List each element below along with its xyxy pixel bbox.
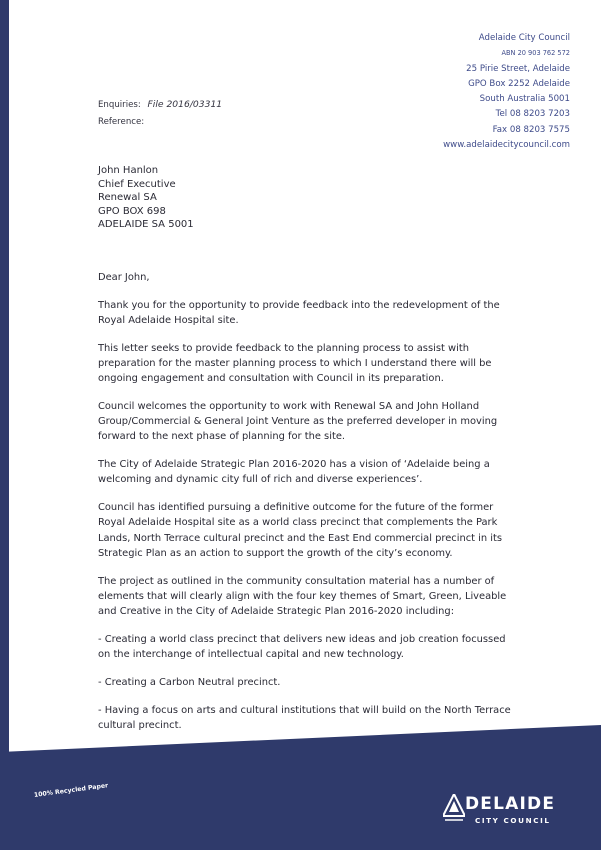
paragraph-line: forward to the next phase of planning for the site.: [98, 431, 346, 443]
logo-wordmark: DELAIDE: [465, 794, 556, 814]
letter-paragraph: [98, 632, 528, 662]
paragraph-line: - Having a focus on arts and cultural institutions that will build on the North Terrace: [98, 704, 511, 716]
street-address: 25 Pirie Street, Adelaide: [466, 63, 570, 74]
paragraph-line: Royal Adelaide Hospital site.: [98, 315, 239, 326]
recipient-box: GPO BOX 698: [98, 205, 166, 217]
state-postcode: South Australia 5001: [479, 94, 570, 105]
letter-paragraph: [98, 457, 528, 487]
enquiries-value: File 2016/03311: [147, 99, 223, 110]
paragraph-line: The project as outlined in the community consultation material has a number of: [98, 575, 495, 587]
salutation: Dear John,: [98, 272, 150, 283]
paragraph-line: - Creating a world class precinct that delivers new ideas and job creation focussed: [98, 633, 506, 645]
letterhead: [330, 31, 570, 153]
po-box: GPO Box 2252 Adelaide: [468, 78, 570, 89]
paragraph-line: This letter seeks to provide feedback to the planning process to assist with: [98, 342, 469, 354]
reference-block: [98, 96, 222, 131]
paragraph-line: - Creating a Carbon Neutral precinct.: [98, 676, 281, 688]
paragraph-line: Thank you for the opportunity to provide feedback into the redevelopment of the: [98, 299, 500, 311]
letter-paragraph: [98, 399, 528, 445]
abn-number: ABN 20 903 762 572: [501, 49, 570, 58]
paragraph-line: Council has identified pursuing a definitive outcome for the future of the former: [98, 502, 494, 514]
letter-paragraph: [98, 703, 528, 733]
council-name: Adelaide City Council: [478, 33, 570, 43]
adelaide-city-council-logo: [441, 790, 571, 832]
fax: Fax 08 8203 7575: [492, 124, 570, 135]
paragraph-line: Lands, North Terrace cultural precinct and the East End commercial precinct in its: [98, 532, 503, 544]
recycled-paper-note: 100% Recycled Paper: [33, 782, 109, 799]
paragraph-line: ongoing engagement and consultation with Council in its preparation.: [98, 373, 444, 385]
recipient-title: Chief Executive: [98, 178, 176, 190]
letter-paragraph: [98, 341, 528, 387]
reference-label: Reference:: [98, 117, 145, 127]
paragraph-line: cultural precinct.: [98, 719, 182, 731]
paragraph-line: preparation for the master planning process to which I understand there will be: [98, 358, 492, 369]
website-link[interactable]: www.adelaidecitycouncil.com: [443, 140, 570, 151]
paragraph-line: and Creative in the City of Adelaide Strategic Plan 2016-2020 including:: [98, 606, 455, 618]
letter-paragraph: [98, 574, 528, 620]
recipient-name: John Hanlon: [98, 165, 159, 176]
paragraph-line: on the interchange of intellectual capital and new technology.: [98, 649, 404, 661]
recipient-city: ADELAIDE SA 5001: [98, 219, 194, 230]
letter-paragraph: [98, 298, 528, 328]
paragraph-line: elements that will clearly align with the four key themes of Smart, Green, Liveable: [98, 590, 507, 602]
enquiries-label: Enquiries:: [98, 100, 141, 110]
letter-paragraph: [98, 675, 528, 690]
paragraph-line: Council welcomes the opportunity to work with Renewal SA and John Holland: [98, 401, 480, 412]
triangle-logo-icon: [443, 794, 465, 828]
paragraph-line: Group/Commercial & General Joint Venture as the preferred developer in moving: [98, 416, 498, 428]
paragraph-line: Strategic Plan as an action to support the growth of the city’s economy.: [98, 547, 453, 559]
letter-body: [98, 270, 528, 746]
recipient-address: [98, 164, 194, 232]
letter-paragraph: [98, 500, 528, 561]
paragraph-line: welcoming and dynamic city full of rich and diverse experiences’.: [98, 474, 423, 486]
telephone: Tel 08 8203 7203: [495, 109, 570, 120]
paragraph-line: Royal Adelaide Hospital site as a world class precinct that complements the Park: [98, 517, 498, 529]
recipient-organisation: Renewal SA: [98, 192, 157, 203]
paragraph-line: The City of Adelaide Strategic Plan 2016-2020 has a vision of ‘Adelaide being a: [98, 459, 490, 471]
logo-subtitle: CITY COUNCIL: [475, 816, 551, 825]
